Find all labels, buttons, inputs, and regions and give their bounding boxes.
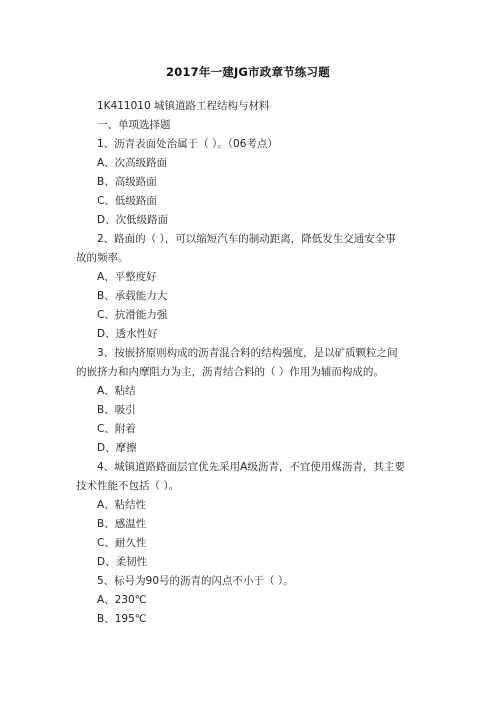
option: C、抗滑能力强 (97, 309, 168, 321)
question-stem: 4、城镇道路路面层宜优先采用A级沥青，不宜使用煤沥青，其主要 (97, 461, 405, 473)
option: D、透水性好 (97, 328, 158, 340)
document-title: 2017年一建JG市政章节练习题 (166, 65, 330, 79)
option: B、高级路面 (97, 176, 157, 188)
option: B、承载能力大 (97, 290, 168, 302)
question-stem: 1、沥青表面处治属于（ ）。（06考点） (97, 138, 278, 150)
option: A、230℃ (97, 594, 147, 606)
option: B、195℃ (97, 613, 147, 625)
question-stem-continued: 技术性能不包括（ ）。 (76, 480, 180, 492)
question-stem: 3、按嵌挤原则构成的沥青混合料的结构强度，是以矿质颗粒之间 (97, 347, 398, 359)
question-stem: 2、路面的（ ），可以缩短汽车的制动距离，降低发生交通安全事 (97, 233, 396, 245)
option: A、平整度好 (97, 271, 157, 283)
option: B、吸引 (97, 404, 136, 416)
option: C、低级路面 (97, 195, 157, 207)
option: D、柔韧性 (97, 556, 148, 568)
option: C、附着 (97, 423, 136, 435)
option: C、耐久性 (97, 537, 147, 549)
option: D、摩擦 (97, 442, 137, 454)
question-stem-continued: 故的频率。 (76, 252, 129, 264)
section-heading: 1K411010 城镇道路工程结构与材料 (97, 100, 270, 112)
question-stem-continued: 的嵌挤力和内摩阻力为主，沥青结合料的（ ）作用为辅而构成的。 (76, 366, 384, 378)
option: A、粘结 (97, 385, 136, 397)
part-heading: 一、单项选择题 (97, 119, 171, 131)
option: B、感温性 (97, 518, 147, 530)
option: A、次高级路面 (97, 157, 168, 169)
option: A、粘结性 (97, 499, 147, 511)
question-stem: 5、标号为90号的沥青的闪点不小于（ ）。 (97, 575, 294, 587)
option: D、次低级路面 (97, 214, 169, 226)
